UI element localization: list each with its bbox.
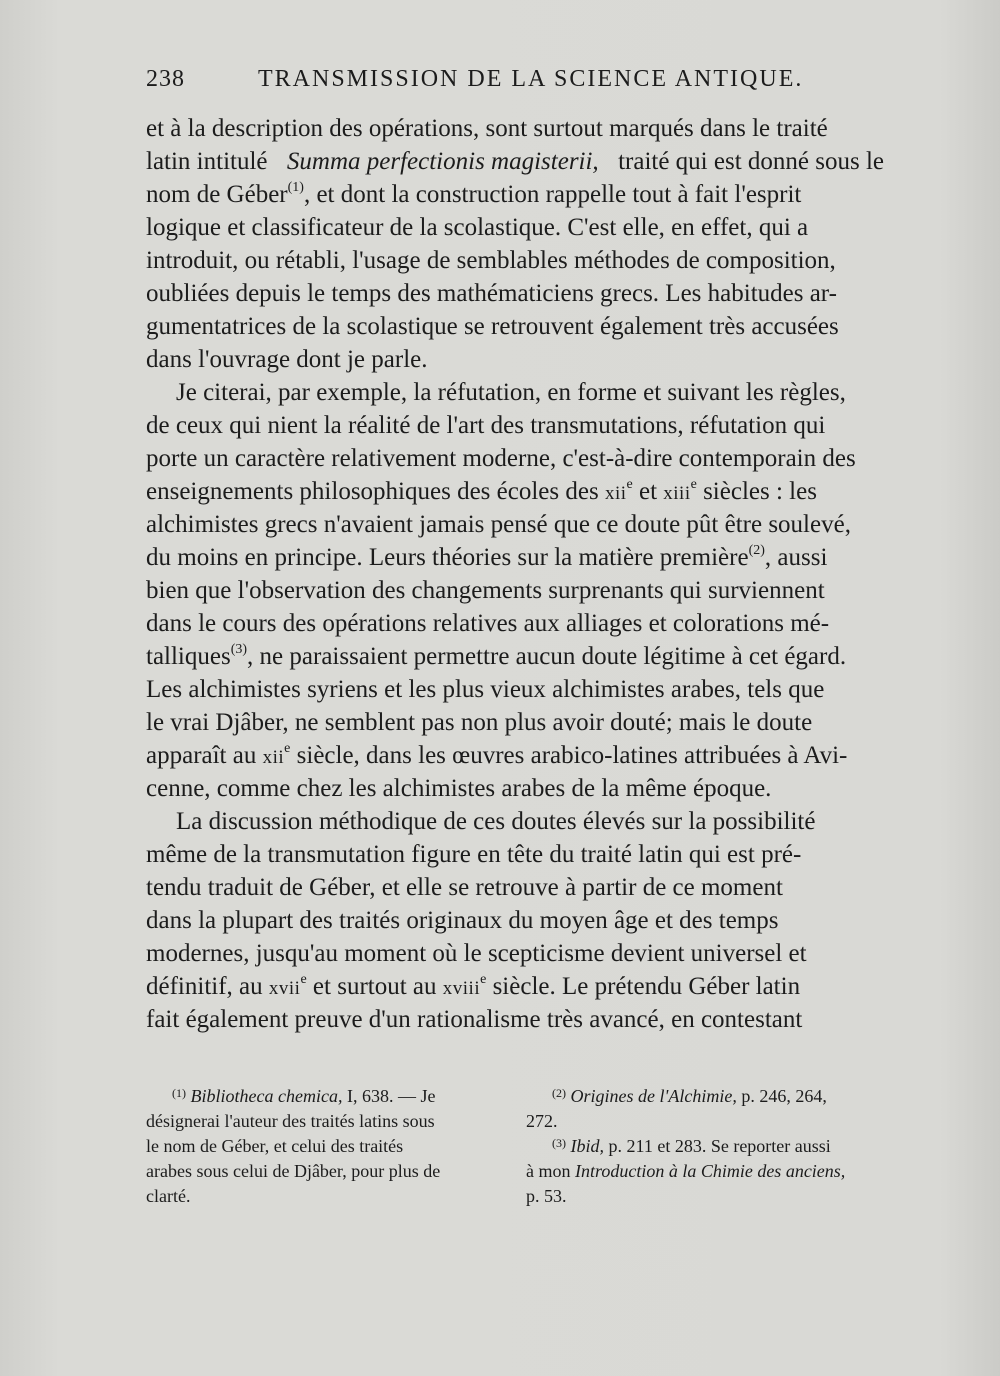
text-line: dans le cours des opérations relatives aux alliages et colorations mé-: [146, 610, 830, 637]
body-text: [146, 112, 884, 1036]
footnote-line: 272.: [526, 1111, 558, 1131]
footnote-line: p. 53.: [526, 1186, 567, 1206]
text-line: du moins en principe. Leurs théories sur la matière première$^{(2)}$, aussi: [146, 542, 828, 571]
footnote-ref: (3): [230, 641, 248, 657]
text-line: oubliées depuis le temps des mathématiciens grecs. Les habitudes ar-: [146, 280, 837, 307]
text-line: gumentatrices de la scolastique se retrouvent également très accusées: [146, 313, 839, 340]
text-line: fait également preuve d'un rationalisme très avancé, en contestant: [146, 1006, 803, 1033]
text-line: définitif, au xvii$^e$ et surtout au xviii$^e$ siècle. Le prétendu Géber latin: [146, 971, 801, 1000]
footnote-column-left: [146, 1084, 492, 1209]
text-line: modernes, jusqu'au moment où le scepticisme devient universel et: [146, 940, 807, 967]
footnote-ref: (1): [287, 179, 304, 195]
footnote-line: le nom de Géber, et celui des traités: [146, 1136, 404, 1156]
footnote-line: $^{(2)}$ Origines de l'Alchimie, p. 246, 264,: [552, 1086, 827, 1106]
footnote-marker: (1): [172, 1086, 186, 1100]
text-line: alchimistes grecs n'avaient jamais pensé que ce doute pût être soulevé,: [146, 511, 851, 538]
footnote-marker: (2): [552, 1086, 566, 1100]
text-line: La discussion méthodique de ces doutes élevés sur la possibilité: [176, 808, 816, 835]
text-line: enseignements philosophiques des écoles des xii$^e$ et xiii$^e$ siècles : les: [146, 476, 817, 505]
text-line: Je citerai, par exemple, la réfutation, en forme et suivant les règles,: [176, 379, 846, 406]
work-title: Summa perfectionis magisterii,: [286, 148, 599, 175]
text-line: logique et classificateur de la scolastique. C'est elle, en effet, qui a: [146, 214, 809, 241]
text-line: cenne, comme chez les alchimistes arabes de la même époque.: [146, 775, 772, 802]
text-line: de ceux qui nient la réalité de l'art des transmutations, réfutation qui: [146, 412, 826, 439]
text-line: même de la transmutation figure en tête du traité latin qui est pré-: [146, 841, 802, 868]
text-line: Les alchimistes syriens et les plus vieux alchimistes arabes, tels que: [146, 676, 825, 703]
text-line: latin intitulé Summa perfectionis magisterii, traité qui est donné sous le: [146, 145, 884, 178]
text-line: dans l'ouvrage dont je parle.: [146, 346, 428, 373]
footnote-line: à mon Introduction à la Chimie des anciens,: [526, 1161, 846, 1181]
running-title: TRANSMISSION DE LA SCIENCE ANTIQUE.: [258, 66, 804, 92]
text-line: introduit, ou rétabli, l'usage de semblables méthodes de composition,: [146, 247, 836, 274]
footnote-line: $^{(3)}$ Ibid, p. 211 et 283. Se reporter aussi: [552, 1136, 831, 1156]
footnote-column-right: [526, 1084, 884, 1209]
text-line: dans la plupart des traités originaux du moyen âge et des temps: [146, 907, 779, 934]
text-line: le vrai Djâber, ne semblent pas non plus avoir douté; mais le doute: [146, 709, 813, 736]
text-line: et à la description des opérations, sont surtout marqués dans le traité: [146, 115, 828, 142]
footnote-line: arabes sous celui de Djâber, pour plus de: [146, 1161, 441, 1181]
text-line: tendu traduit de Géber, et elle se retrouve à partir de ce moment: [146, 874, 783, 901]
footnote-line: désignerai l'auteur des traités latins sous: [146, 1111, 435, 1131]
page-number: 238: [146, 66, 185, 92]
text-line: nom de Géber$^{(1)}$, et dont la construction rappelle tout à fait l'esprit: [146, 179, 802, 208]
text-line: porte un caractère relativement moderne, c'est-à-dire contemporain des: [146, 445, 856, 472]
text-line: bien que l'observation des changements surprenants qui surviennent: [146, 577, 825, 604]
text-line: talliques$^{(3)}$, ne paraissaient permettre aucun doute légitime à cet égard.: [146, 641, 847, 670]
footnote-marker: (3): [552, 1136, 566, 1150]
footnote-line: $^{(1)}$ Bibliotheca chemica, I, 638. — Je: [172, 1086, 436, 1106]
running-head: [146, 66, 884, 102]
footnote-line: clarté.: [146, 1186, 191, 1206]
text-line: apparaît au xii$^e$ siècle, dans les œuvres arabico-latines attribuées à Avi-: [146, 740, 848, 769]
footnote-ref: (2): [748, 542, 765, 558]
